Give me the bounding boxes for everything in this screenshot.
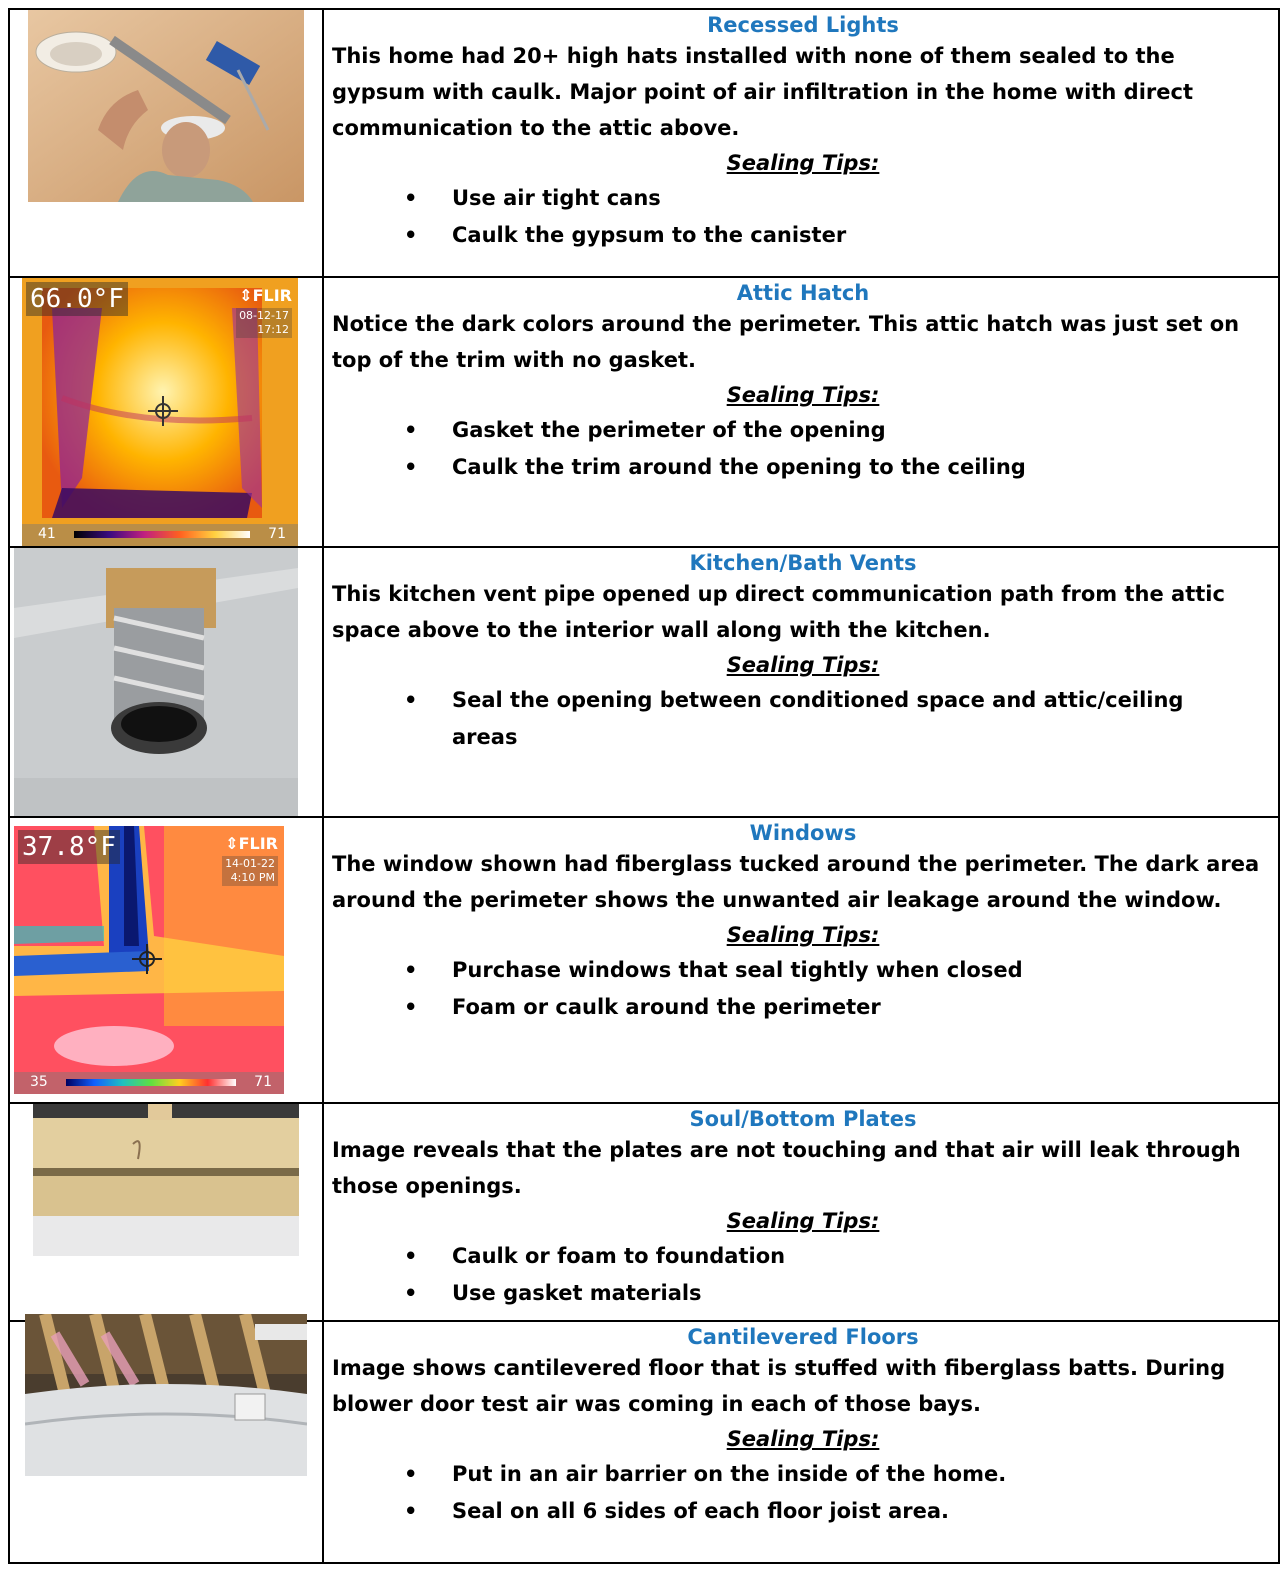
- list-item: • Gasket the perimeter of the opening: [404, 418, 886, 442]
- section-title: Recessed Lights: [707, 13, 899, 37]
- air-sealing-table: [8, 8, 1280, 1564]
- flir-logo: ⇕FLIR: [225, 834, 278, 853]
- temperature-scale: [22, 524, 298, 546]
- tip-text: Purchase windows that seal tightly when closed: [452, 958, 1023, 982]
- bottom-plates-photo: [33, 1104, 299, 1256]
- tip-text: Caulk or foam to foundation: [452, 1244, 786, 1268]
- list-item: • Caulk the gypsum to the canister: [404, 223, 847, 247]
- cantilevered-floor-photo: [25, 1314, 307, 1476]
- list-item: • Use gasket materials: [404, 1281, 702, 1305]
- tips-list: [332, 412, 1274, 486]
- image-cell: [9, 9, 323, 277]
- tip-text: Use air tight cans: [452, 186, 661, 210]
- tip-text: Put in an air barrier on the inside of the home.: [452, 1462, 1007, 1486]
- temperature-scale: [14, 1072, 284, 1094]
- sealing-tips-label: Sealing Tips:: [726, 1427, 880, 1451]
- window-thermal-image: [14, 826, 284, 1094]
- text-cell: [323, 1321, 1279, 1563]
- list-item: • Put in an air barrier on the inside of the home.: [404, 1462, 1007, 1486]
- text-cell: [323, 277, 1279, 547]
- section-title: Cantilevered Floors: [687, 1325, 919, 1349]
- sealing-tips-label: Sealing Tips:: [726, 653, 880, 677]
- scale-low: 35: [30, 1074, 48, 1090]
- scale-high: 71: [268, 526, 286, 542]
- timestamp: 08-12-17 17:12: [236, 308, 292, 338]
- attic-hatch-thermal-image: [22, 278, 298, 546]
- tips-list: [332, 1456, 1274, 1530]
- crosshair-icon: [132, 944, 162, 974]
- image-cell: [9, 277, 323, 547]
- list-item: • Seal on all 6 sides of each floor joist area.: [404, 1499, 949, 1523]
- temperature-readout: 66.0°F: [26, 282, 128, 316]
- crosshair-icon: [148, 396, 178, 426]
- image-cell: [9, 817, 323, 1103]
- tips-list: [332, 180, 1274, 254]
- section-description: Image shows cantilevered floor that is stuffed with fiberglass batts. During blower door test air was coming in each of those bays.: [332, 1356, 1226, 1416]
- tip-text: Gasket the perimeter of the opening: [452, 418, 886, 442]
- timestamp: 14-01-22 4:10 PM: [222, 856, 278, 886]
- section-description: This kitchen vent pipe opened up direct communication path from the attic space above to the interior wall along with the kitchen.: [332, 582, 1225, 642]
- flir-logo: ⇕FLIR: [239, 286, 292, 305]
- section-description: The window shown had fiberglass tucked around the perimeter. The dark area around the perimeter shows the unwanted air leakage around the window.: [332, 852, 1260, 912]
- tips-list: [332, 682, 1274, 756]
- image-cell: [9, 1321, 323, 1563]
- text-cell: [323, 817, 1279, 1103]
- scale-low: 41: [38, 526, 56, 542]
- list-item: • Purchase windows that seal tightly when closed: [404, 958, 1023, 982]
- recessed-light-photo: [28, 10, 304, 202]
- sealing-tips-label: Sealing Tips:: [726, 923, 880, 947]
- tips-list: [332, 1238, 1274, 1312]
- list-item: • Caulk the trim around the opening to the ceiling: [404, 455, 1026, 479]
- list-item: • Use air tight cans: [404, 186, 661, 210]
- list-item: • Caulk or foam to foundation: [404, 1244, 786, 1268]
- section-description: Image reveals that the plates are not touching and that air will leak through those openings.: [332, 1138, 1241, 1198]
- table-row: [9, 1321, 1279, 1563]
- tip-text: Foam or caulk around the perimeter: [452, 995, 881, 1019]
- list-item: • Foam or caulk around the perimeter: [404, 995, 881, 1019]
- table-row: [9, 277, 1279, 547]
- section-title: Attic Hatch: [736, 281, 870, 305]
- tip-text: Seal the opening between conditioned space and attic/ceiling areas: [452, 688, 1184, 749]
- tip-text: Caulk the gypsum to the canister: [452, 223, 847, 247]
- tips-list: [332, 952, 1274, 1026]
- section-title: Windows: [749, 821, 857, 845]
- vent-pipe-photo: [14, 548, 298, 816]
- table-row: [9, 817, 1279, 1103]
- tip-text: Caulk the trim around the opening to the ceiling: [452, 455, 1026, 479]
- table-row: [9, 9, 1279, 277]
- section-title: Soul/Bottom Plates: [689, 1107, 917, 1131]
- text-cell: [323, 9, 1279, 277]
- section-description: This home had 20+ high hats installed with none of them sealed to the gypsum with caulk. Major point of air infiltration in the home with direct communication to the attic above.: [332, 44, 1193, 140]
- tip-text: Use gasket materials: [452, 1281, 702, 1305]
- section-description: Notice the dark colors around the perimeter. This attic hatch was just set on top of the trim with no gasket.: [332, 312, 1240, 372]
- sealing-tips-label: Sealing Tips:: [726, 1209, 880, 1233]
- sealing-tips-label: Sealing Tips:: [726, 151, 880, 175]
- list-item: • Seal the opening between conditioned space and attic/ceiling areas: [404, 688, 1184, 749]
- temperature-readout: 37.8°F: [18, 830, 120, 864]
- tip-text: Seal on all 6 sides of each floor joist area.: [452, 1499, 949, 1523]
- sealing-tips-label: Sealing Tips:: [726, 383, 880, 407]
- text-cell: [323, 547, 1279, 817]
- text-cell: [323, 1103, 1279, 1321]
- table-row: [9, 547, 1279, 817]
- section-title: Kitchen/Bath Vents: [689, 551, 917, 575]
- image-cell: [9, 547, 323, 817]
- table-row: [9, 1103, 1279, 1321]
- image-cell: [9, 1103, 323, 1321]
- scale-high: 71: [254, 1074, 272, 1090]
